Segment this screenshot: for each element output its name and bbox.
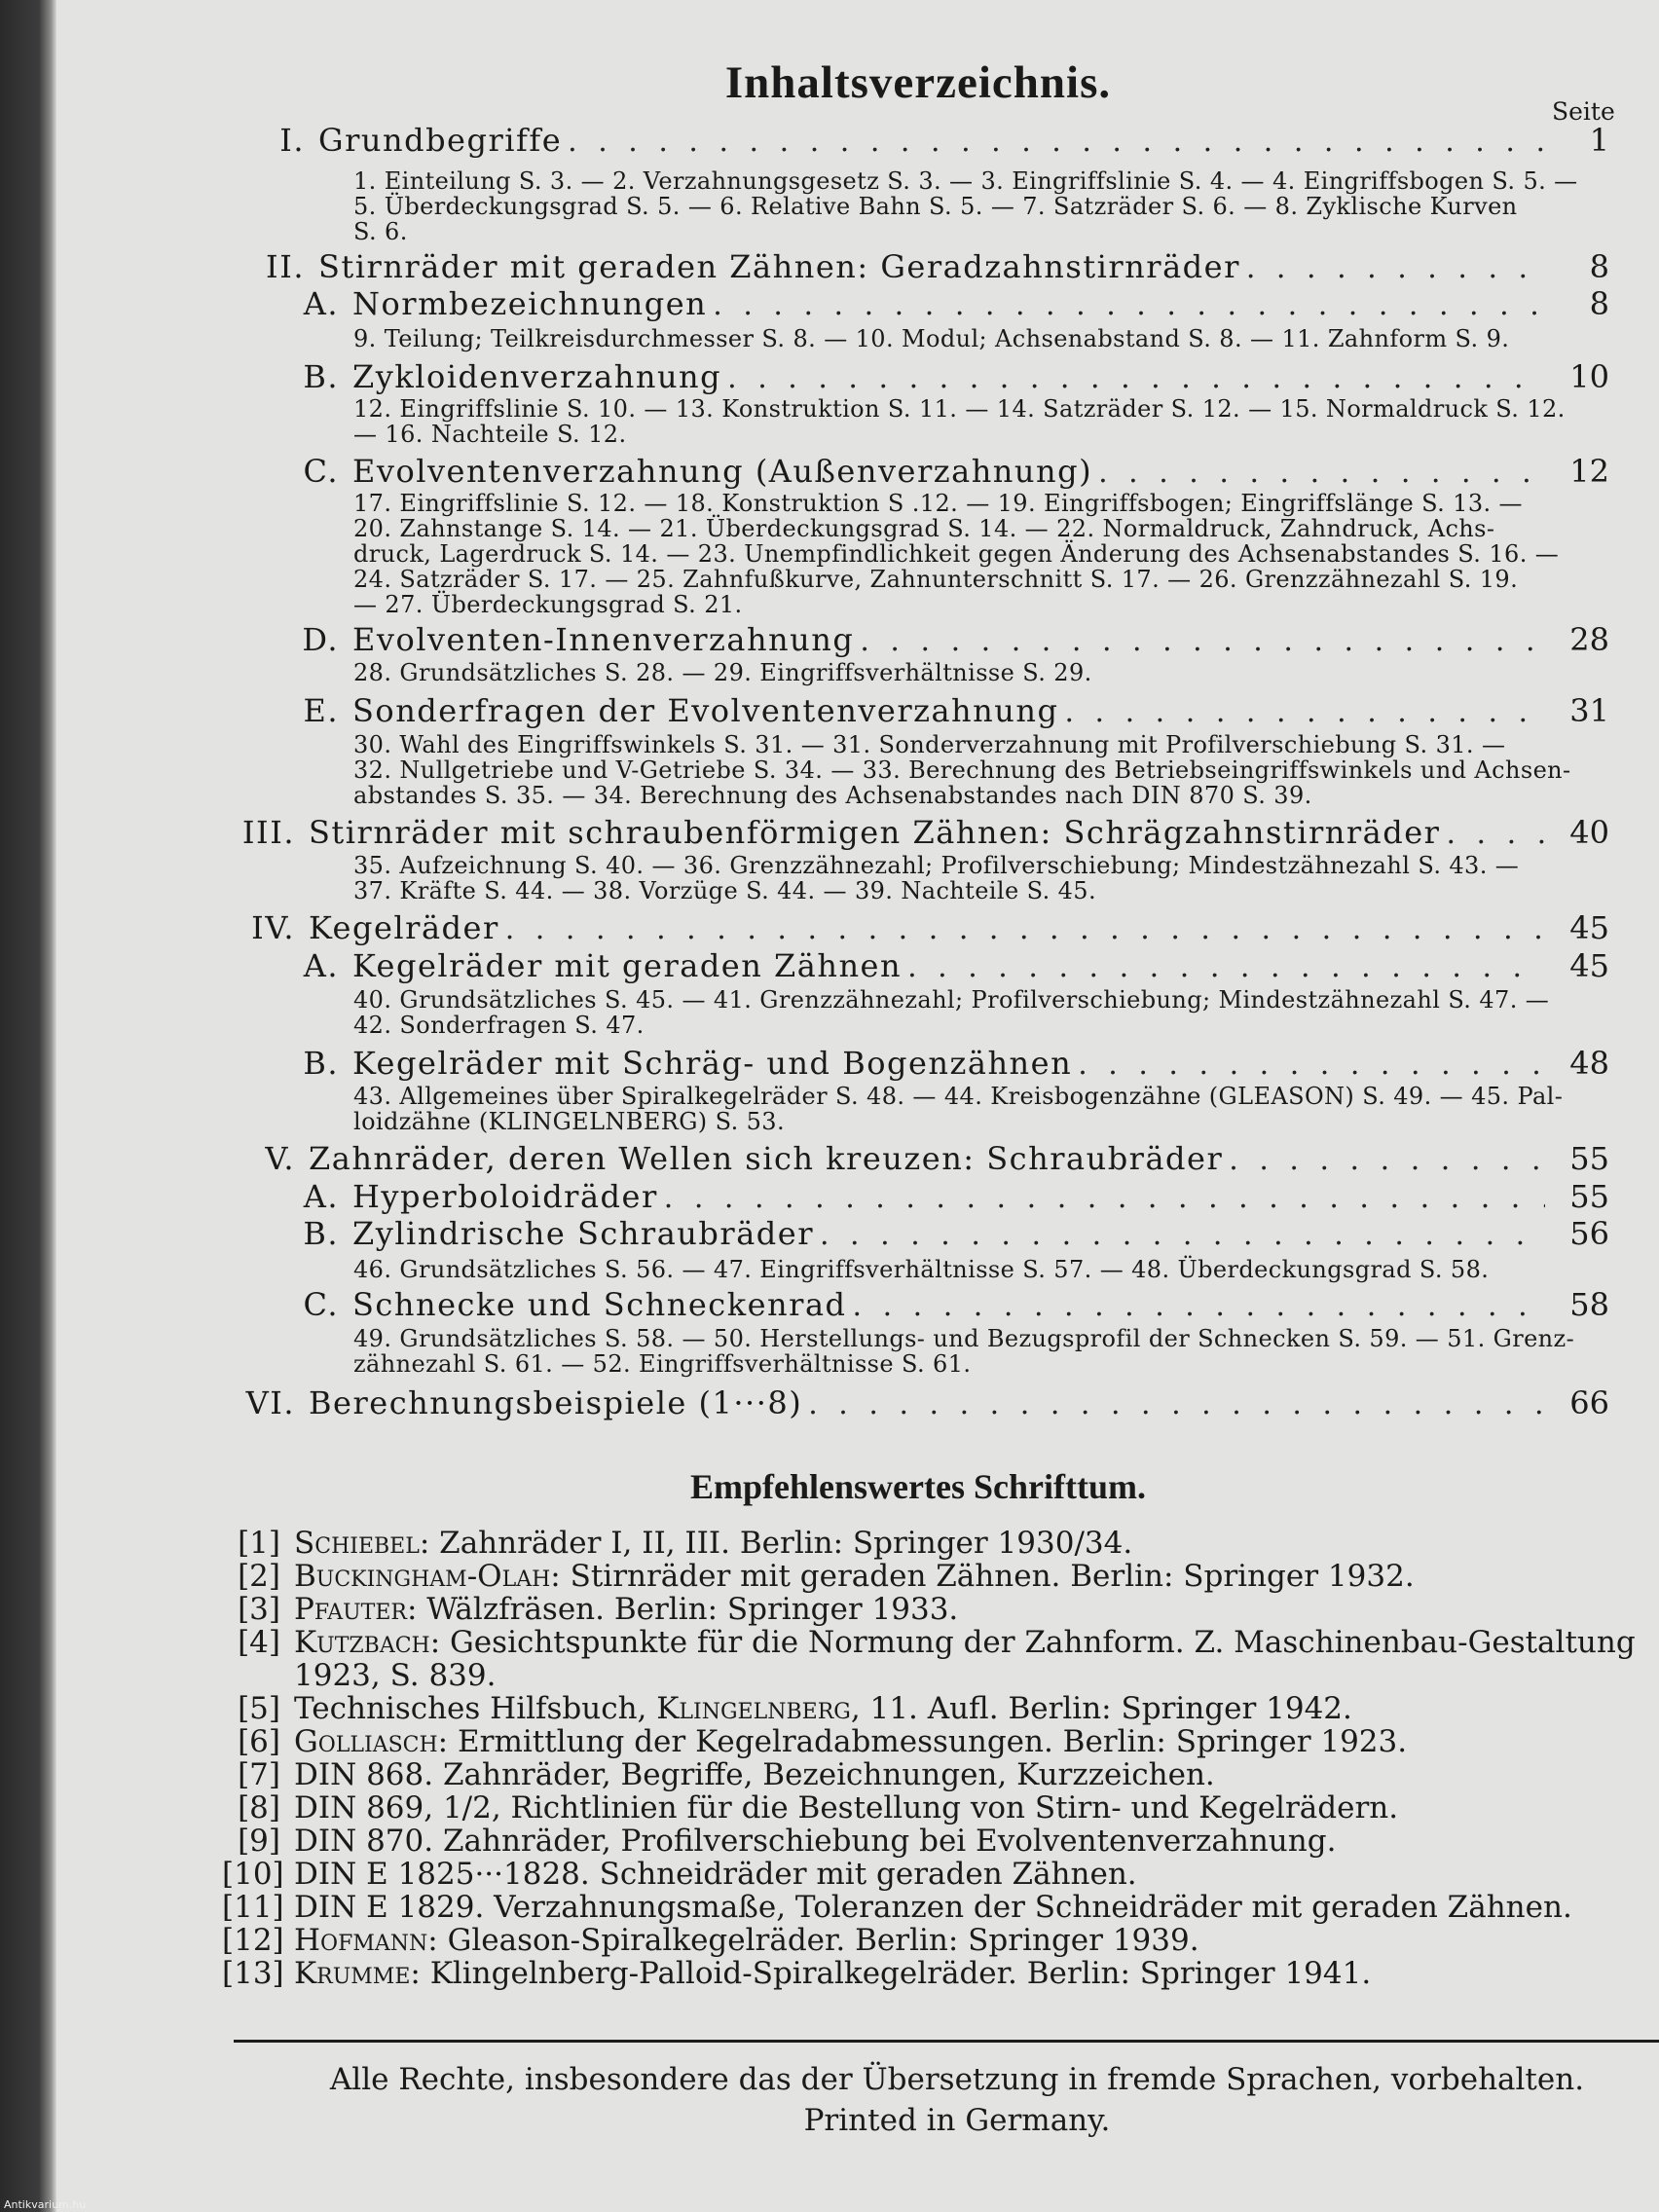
toc-entry-II-A[interactable]: A. Normbezeichnungen . . . 8 [300, 285, 1609, 322]
page-number: 31 [1569, 692, 1609, 729]
dot-leader [1446, 814, 1545, 851]
page-number: 1 [1589, 122, 1609, 159]
toc-subentries: 1. Einteilung S. 3. — 2. Verzahnungsgesetz S. 3. — 3. Eingriffslinie S. 4. — 4. Eingriffsbogen S. 5. — 5. Überdeckungsgrad S. 5. — 6. Relative Bahn S. 5. — 7. Satzräder S. 6. — 8. Zyklische Kurven S. 6. [353, 167, 1578, 245]
literature-item: [5] Technisches Hilfsbuch, Klingelnberg, 11. Aufl. Berlin: Springer 1942. [238, 1691, 1352, 1726]
page-number: 28 [1569, 621, 1609, 658]
toc-entry-IV-A[interactable]: A. Kegelräder mit geraden Zähnen . . . 45 [300, 947, 1609, 984]
page-number: 10 [1569, 358, 1609, 395]
toc-entry-IV[interactable]: IV. Kegelräder . . . 45 [222, 909, 1609, 946]
literature-item: [12] Hofmann: Gleason-Spiralkegelräder. Berlin: Springer 1939. [222, 1923, 1199, 1958]
page-number: 45 [1569, 909, 1609, 946]
dot-leader [860, 621, 1545, 658]
page-number: 12 [1569, 453, 1609, 490]
dot-leader [808, 1384, 1545, 1421]
dot-leader [1246, 248, 1545, 285]
toc-entry-V[interactable]: V. Zahnräder, deren Wellen sich kreuzen: Schraubräder . . . 55 [222, 1140, 1609, 1177]
printed-in: Printed in Germany. [803, 2103, 1111, 2138]
book-spine-shadow [0, 0, 56, 2212]
dot-leader [664, 1178, 1545, 1215]
toc-title: Inhaltsverzeichnis. [724, 57, 1112, 108]
toc-subentries: 30. Wahl des Eingriffswinkels S. 31. — 31. Sonderverzahnung mit Profilverschiebung S. 31. — 32. Nullgetriebe und V-Getriebe S. 34. — 33. Berechnung des Betriebseingriffswinkels und Achsen- abstandes S. 35. — 34. Berechnung des Achsenabstandes nach DIN 870 S. 39. [353, 731, 1571, 809]
dot-leader [713, 285, 1545, 322]
literature-item: [6] Golliasch: Ermittlung der Kegelradabmessungen. Berlin: Springer 1923. [238, 1724, 1408, 1759]
toc-entry-I[interactable]: I. Grundbegriffe . . . 1 [246, 122, 1609, 159]
dot-leader [1098, 453, 1545, 490]
page-column-label: Seite [1552, 97, 1615, 126]
literature-item: [3] Pfauter: Wälzfräsen. Berlin: Springer 1933. [238, 1592, 959, 1627]
literature-item: [10] DIN E 1825···1828. Schneidräder mit geraden Zähnen. [222, 1857, 1137, 1892]
rights-notice: Alle Rechte, insbesondere das der Übersetzung in fremde Sprachen, vorbehalten. [329, 2062, 1585, 2097]
toc-entry-V-B[interactable]: B. Zylindrische Schraubräder . . . 56 [300, 1215, 1609, 1252]
toc-entry-II[interactable]: II. Stirnräder mit geraden Zähnen: Geradzahnstirnräder . . . 8 [246, 248, 1609, 285]
literature-item: [1] Schiebel: Zahnräder I, II, III. Berlin: Springer 1930/34. [238, 1526, 1133, 1561]
toc-subentries: 43. Allgemeines über Spiralkegelräder S. 48. — 44. Kreisbogenzähne (GLEASON) S. 49. — 45. Pal- loidzähne (KLINGELNBERG) S. 53. [353, 1083, 1564, 1135]
dot-leader [505, 909, 1545, 946]
toc-entry-V-C[interactable]: C. Schnecke und Schneckenrad . . . 58 [300, 1286, 1609, 1323]
toc-subentries: 9. Teilung; Teilkreisdurchmesser S. 8. — 10. Modul; Achsenabstand S. 8. — 11. Zahnform S. 9. [353, 325, 1510, 352]
copyright-footer [56, 2059, 1659, 2141]
toc-subentries: 49. Grundsätzliches S. 58. — 50. Herstellungs- und Bezugsprofil der Schnecken S. 59. — 51. Grenz- zähnezahl S. 61. — 52. Eingriffsverhältnisse S. 61. [353, 1325, 1575, 1378]
dot-leader [853, 1286, 1545, 1323]
literature-item: [11] DIN E 1829. Verzahnungsmaße, Toleranzen der Schneidräder mit geraden Zähnen. [222, 1890, 1572, 1925]
book-page [56, 0, 1659, 2212]
literature-title: Empfehlenswertes Schrifttum. [690, 1467, 1146, 1506]
page-number: 66 [1569, 1384, 1609, 1421]
toc-entry-II-E[interactable]: E. Sonderfragen der Evolventenverzahnung . . . 31 [300, 692, 1609, 729]
literature-item: [2] Buckingham-Olah: Stirnräder mit geraden Zähnen. Berlin: Springer 1932. [238, 1559, 1415, 1594]
toc-entry-IV-B[interactable]: B. Kegelräder mit Schräg- und Bogenzähnen . . . 48 [300, 1045, 1609, 1082]
dot-leader [1064, 692, 1545, 729]
toc-subentries: 17. Eingriffslinie S. 12. — 18. Konstruktion S .12. — 19. Eingriffsbogen; Eingriffslänge S. 13. — 20. Zahnstange S. 14. — 21. Überdeckungsgrad S. 14. — 22. Normaldruck, Zahndruck, Achs- druck, Lagerdruck S. 14. — 23. Unempfindlichkeit gegen Änderung des Achsenabstandes S. 16. — 24. Satzräder S. 17. — 25. Zahnfußkurve, Zahnunterschnitt S. 17. — 26. Grenzzähnezahl S. 19. — 27. Überdeckungsgrad S. 21. [353, 490, 1560, 618]
dot-leader [727, 358, 1545, 395]
page-number: 40 [1569, 814, 1609, 851]
toc-subentries: 12. Eingriffslinie S. 10. — 13. Konstruktion S. 11. — 14. Satzräder S. 12. — 15. Normaldruck S. 12. — 16. Nachteile S. 12. [353, 395, 1566, 448]
page-number: 45 [1569, 947, 1609, 984]
literature-item-continuation: 1923, S. 839. [294, 1658, 497, 1693]
toc-subentries: 46. Grundsätzliches S. 56. — 47. Eingriffsverhältnisse S. 57. — 48. Überdeckungsgrad S. 58. [353, 1256, 1490, 1283]
literature-list [222, 1527, 1636, 1990]
page-number: 8 [1589, 285, 1609, 322]
dot-leader [1078, 1045, 1545, 1082]
dot-leader [1229, 1140, 1545, 1177]
toc-entry-II-C[interactable]: C. Evolventenverzahnung (Außenverzahnung) . . . 12 [300, 453, 1609, 490]
page-number: 56 [1569, 1215, 1609, 1252]
watermark: Antikvarium.hu [4, 2198, 87, 2211]
literature-item: [7] DIN 868. Zahnräder, Begriffe, Bezeichnungen, Kurzzeichen. [238, 1757, 1215, 1792]
footer-divider [234, 2040, 1659, 2043]
toc-entry-III[interactable]: III. Stirnräder mit schraubenförmigen Zähnen: Schrägzahnstirnräder . . . 40 [222, 814, 1609, 851]
literature-item: [8] DIN 869, 1/2, Richtlinien für die Bestellung von Stirn- und Kegelrädern. [238, 1790, 1399, 1825]
page-number: 58 [1569, 1286, 1609, 1323]
toc-subentries: 35. Aufzeichnung S. 40. — 36. Grenzzähnezahl; Profilverschiebung; Mindestzähnezahl S. 43. — 37. Kräfte S. 44. — 38. Vorzüge S. 44. — 39. Nachteile S. 45. [353, 852, 1520, 904]
literature-item: [9] DIN 870. Zahnräder, Profilverschiebung bei Evolventenverzahnung. [238, 1824, 1337, 1859]
literature-item: [13] Krumme: Klingelnberg-Palloid-Spiralkegelräder. Berlin: Springer 1941. [222, 1956, 1372, 1991]
page-number: 48 [1569, 1045, 1609, 1082]
page-number: 55 [1569, 1178, 1609, 1215]
dot-leader [568, 122, 1545, 159]
dot-leader [907, 947, 1545, 984]
literature-item: [4] Kutzbach: Gesichtspunkte für die Normung der Zahnform. Z. Maschinenbau-Gestaltung [238, 1625, 1636, 1660]
page-number: 8 [1589, 248, 1609, 285]
toc-entry-V-A[interactable]: A. Hyperboloidräder . . . 55 [300, 1178, 1609, 1215]
page-number: 55 [1569, 1140, 1609, 1177]
toc-subentries: 28. Grundsätzliches S. 28. — 29. Eingriffsverhältnisse S. 29. [353, 659, 1092, 686]
toc-entry-II-B[interactable]: B. Zykloidenverzahnung . . . 10 [300, 358, 1609, 395]
toc-subentries: 40. Grundsätzliches S. 45. — 41. Grenzzähnezahl; Profilverschiebung; Mindestzähnezahl S. 47. — 42. Sonderfragen S. 47. [353, 986, 1550, 1039]
dot-leader [820, 1215, 1545, 1252]
toc-entry-II-D[interactable]: D. Evolventen-Innenverzahnung . . . 28 [300, 621, 1609, 658]
toc-entry-VI[interactable]: VI. Berechnungsbeispiele (1···8) . . . 66 [222, 1384, 1609, 1421]
